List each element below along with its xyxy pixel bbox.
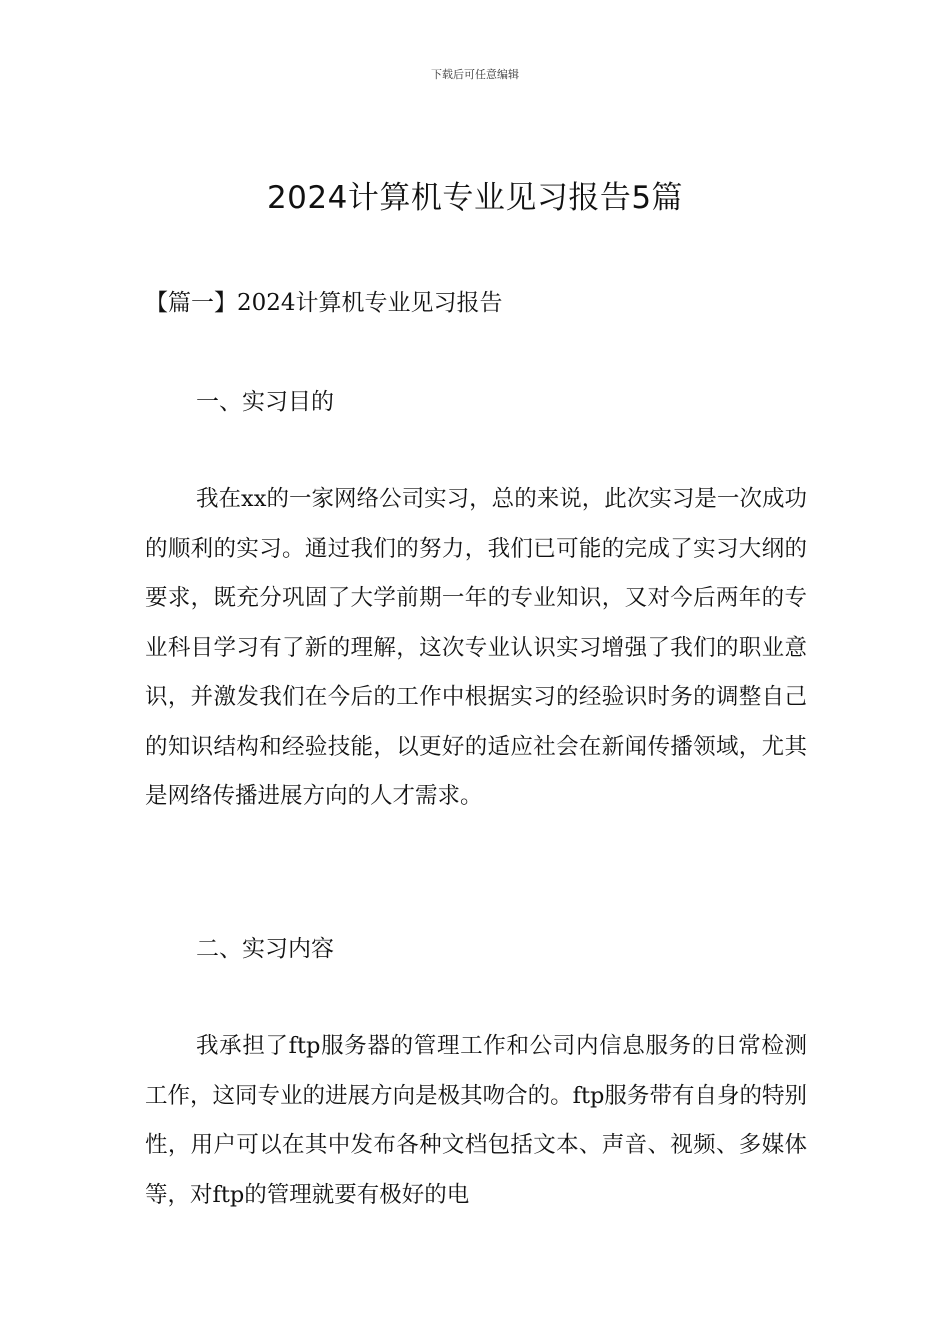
header-note: 下载后可任意编辑	[431, 68, 519, 81]
paragraph-purpose: 我在xx的一家网络公司实习，总的来说，此次实习是一次成功的顺利的实习。通过我们的努力，我们已可能的完成了实习大纲的要求，既充分巩固了大学前期一年的专业知识，又对今后两年的专业科目学习有了新的理解，这次专业认识实习增强了我们的职业意识，并激发我们在今后的工作中根据实习的经验识时务的调整自己的知识结构和经验技能，以更好的适应社会在新闻传播领域，尤其是网络传播进展方向的人才需求。	[145, 486, 807, 809]
section-title: 【篇一】2024计算机专业见习报告	[145, 290, 503, 316]
paragraph-content: 我承担了ftp服务器的管理工作和公司内信息服务的日常检测工作，这同专业的进展方向是极其吻合的。ftp服务带有自身的特别性，用户可以在其中发布各种文档包括文本、声音、视频、多媒体等，对ftp的管理就要有极好的电	[145, 1033, 807, 1208]
document-title: 2024计算机专业见习报告5篇	[266, 180, 684, 216]
heading-internship-content: 二、实习内容	[196, 936, 334, 962]
heading-internship-purpose: 一、实习目的	[196, 389, 334, 415]
